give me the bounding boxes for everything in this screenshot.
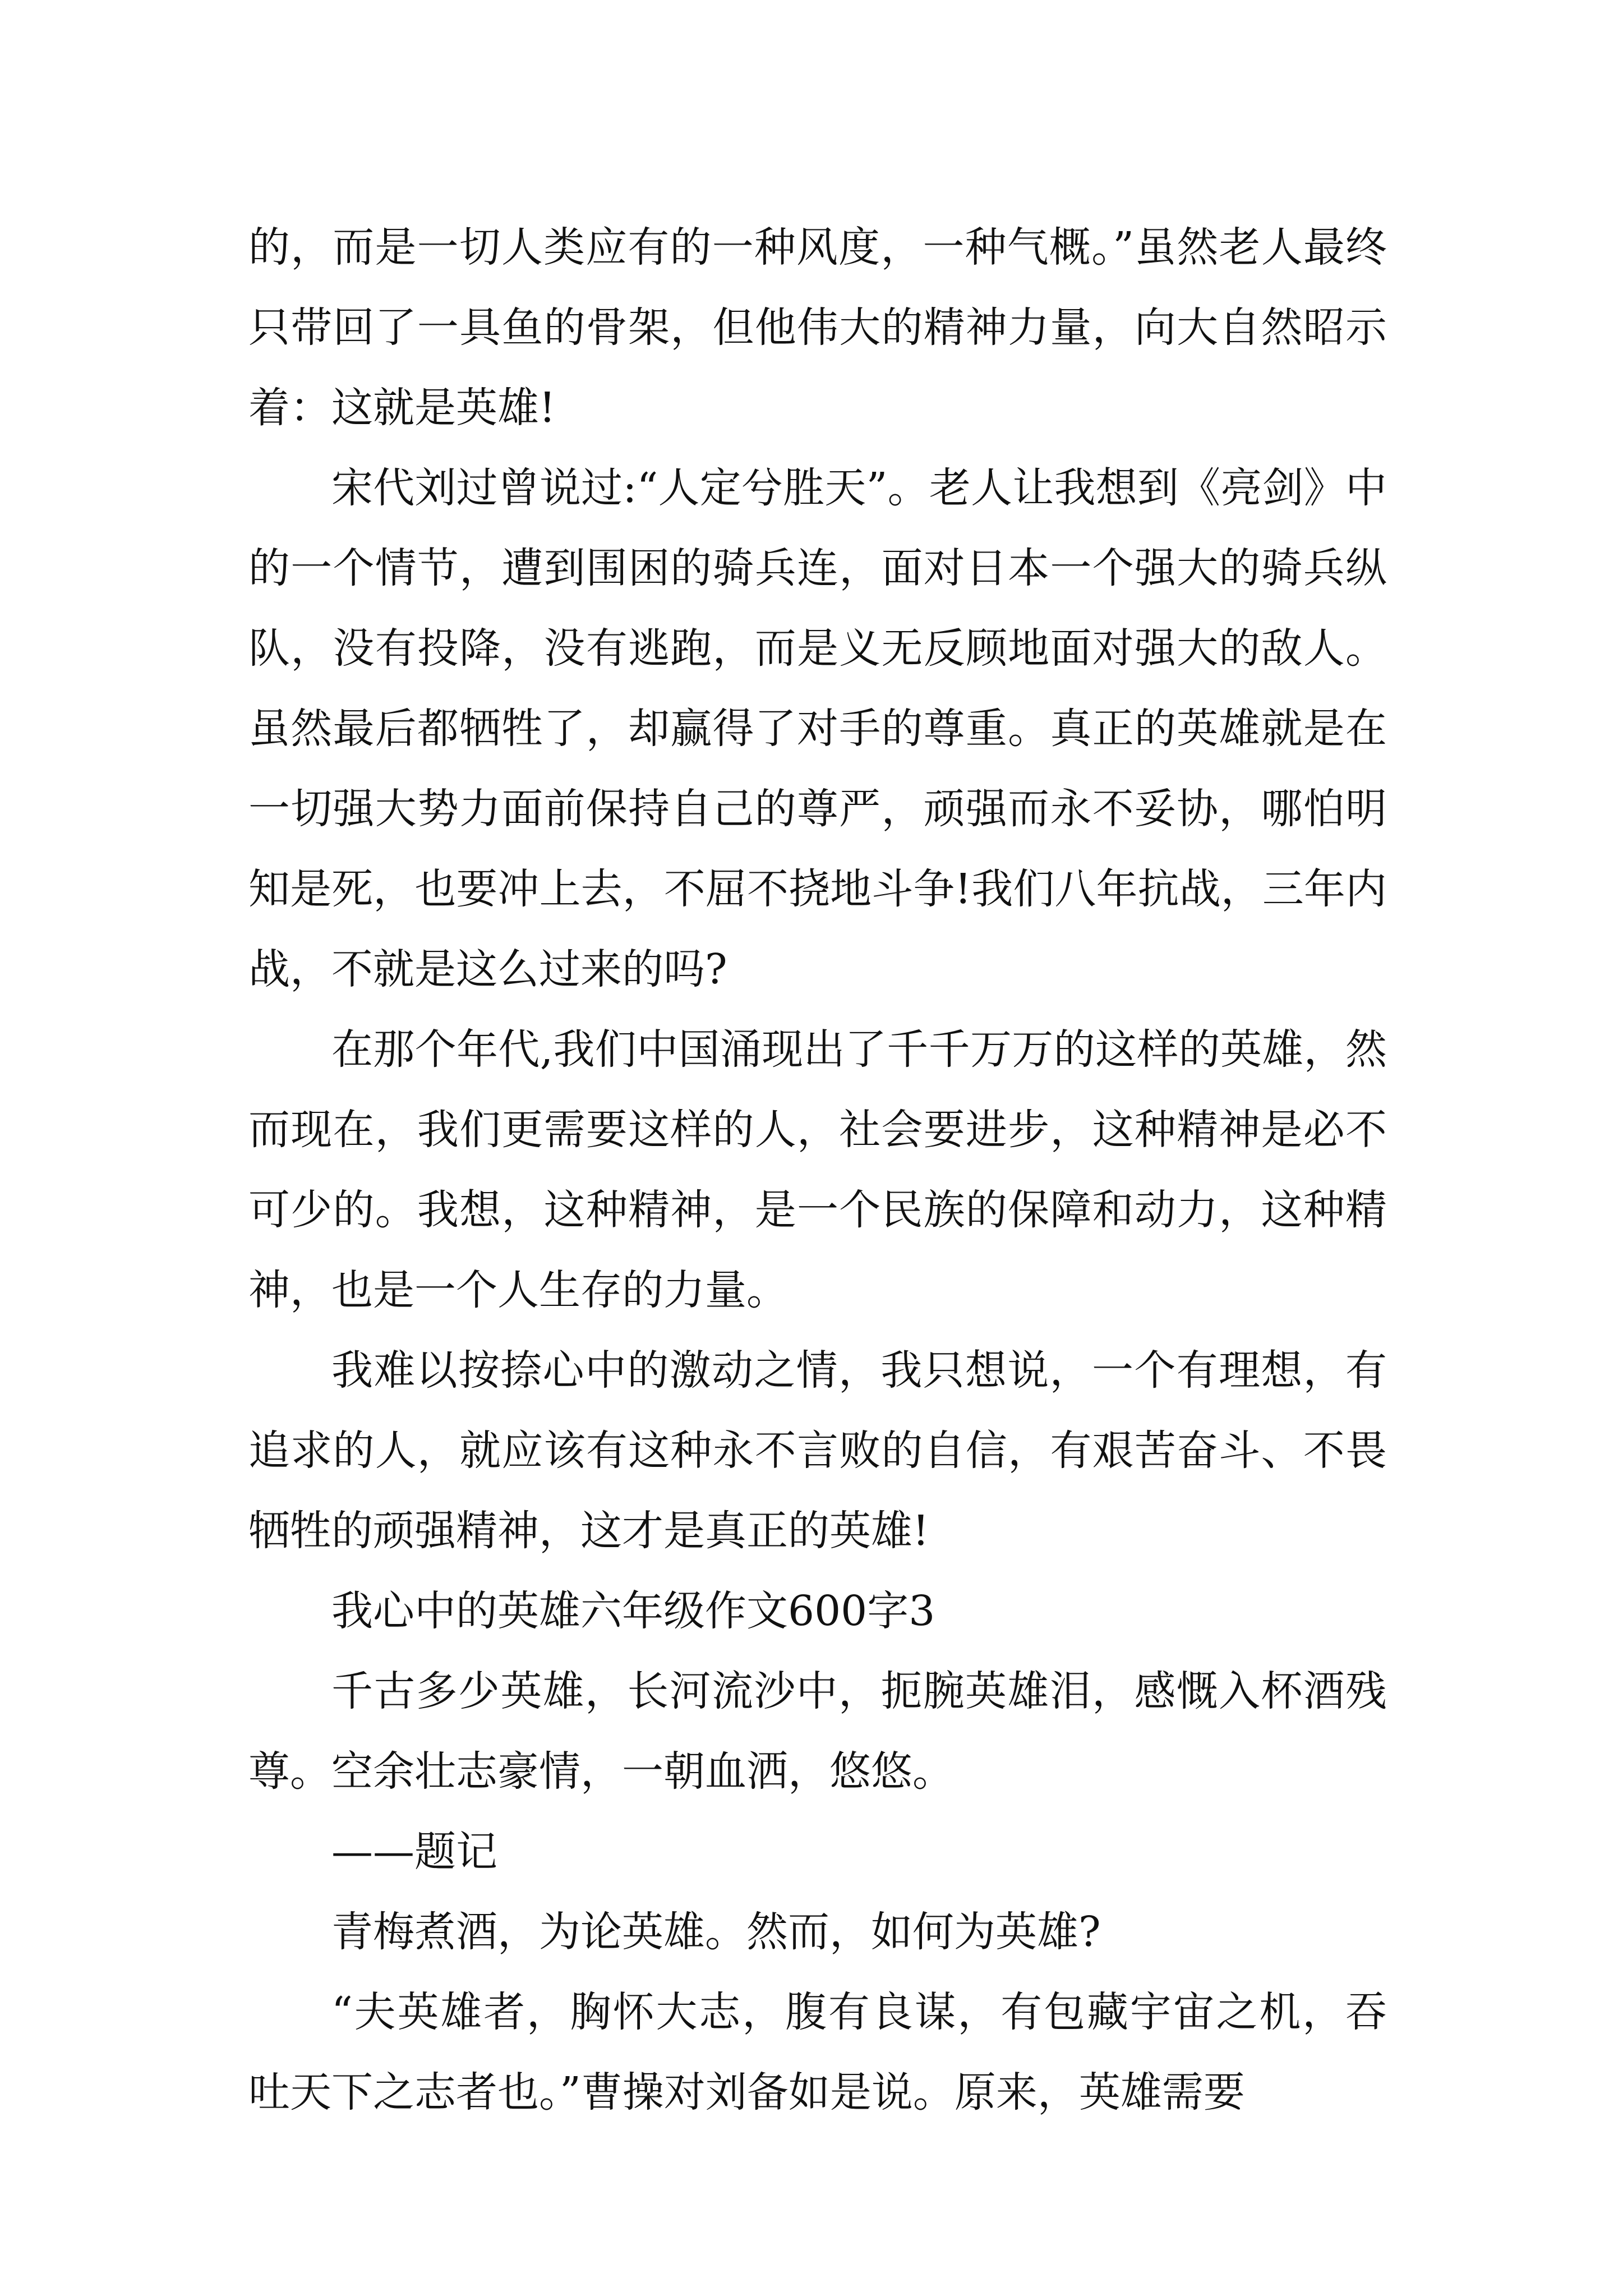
epigraph: 千古多少英雄，长河流沙中，扼腕英雄泪，感慨入杯酒残尊。空余壮志豪情，一朝血洒，悠悠。 xyxy=(248,1667,1387,1796)
paragraph-2: 宋代刘过曾说过:“人定兮胜天”。老人让我想到《亮剑》中的一个情节，遭到围困的骑兵连，面对日本一个强大的骑兵纵队，没有投降，没有逃跑，而是义无反顾地面对强大的敌人。虽然最后都牺牲了，却赢得了对手的尊重。真正的英雄就是在一切强大势力面前保持自己的尊严，顽强而永不妥协，哪怕明知是死，也要冲上去，不屈不挠地斗争!我们八年抗战，三年内战，不就是这么过来的吗? xyxy=(248,464,1387,993)
paragraph-3: 在那个年代,我们中国涌现出了千千万万的这样的英雄，然而现在，我们更需要这样的人，社会要进步，这种精神是必不可少的。我想，这种精神，是一个民族的保障和动力，这种精神，也是一个人生存的力量。 xyxy=(248,1025,1387,1314)
paragraph-6: “夫英雄者，胸怀大志，腹有良谋，有包藏宇宙之机，吞吐天下之志者也。”曹操对刘备如是说。原来，英雄需要 xyxy=(248,1988,1387,2116)
epigraph-attribution: ——题记 xyxy=(331,1828,497,1876)
document-body xyxy=(248,208,1387,2133)
paragraph-5: 青梅煮酒，为论英雄。然而，如何为英雄? xyxy=(331,1908,1101,1956)
paragraph-4: 我难以按捺心中的激动之情，我只想说，一个有理想，有追求的人，就应该有这种永不言败的自信，有艰苦奋斗、不畏牺牲的顽强精神，这才是真正的英雄! xyxy=(248,1346,1387,1555)
paragraph-1: 的，而是一切人类应有的一种风度，一种气概。”虽然老人最终只带回了一具鱼的骨架，但他伟大的精神力量，向大自然昭示着：这就是英雄! xyxy=(248,223,1387,432)
essay-title: 我心中的英雄六年级作文600字3 xyxy=(331,1587,935,1635)
